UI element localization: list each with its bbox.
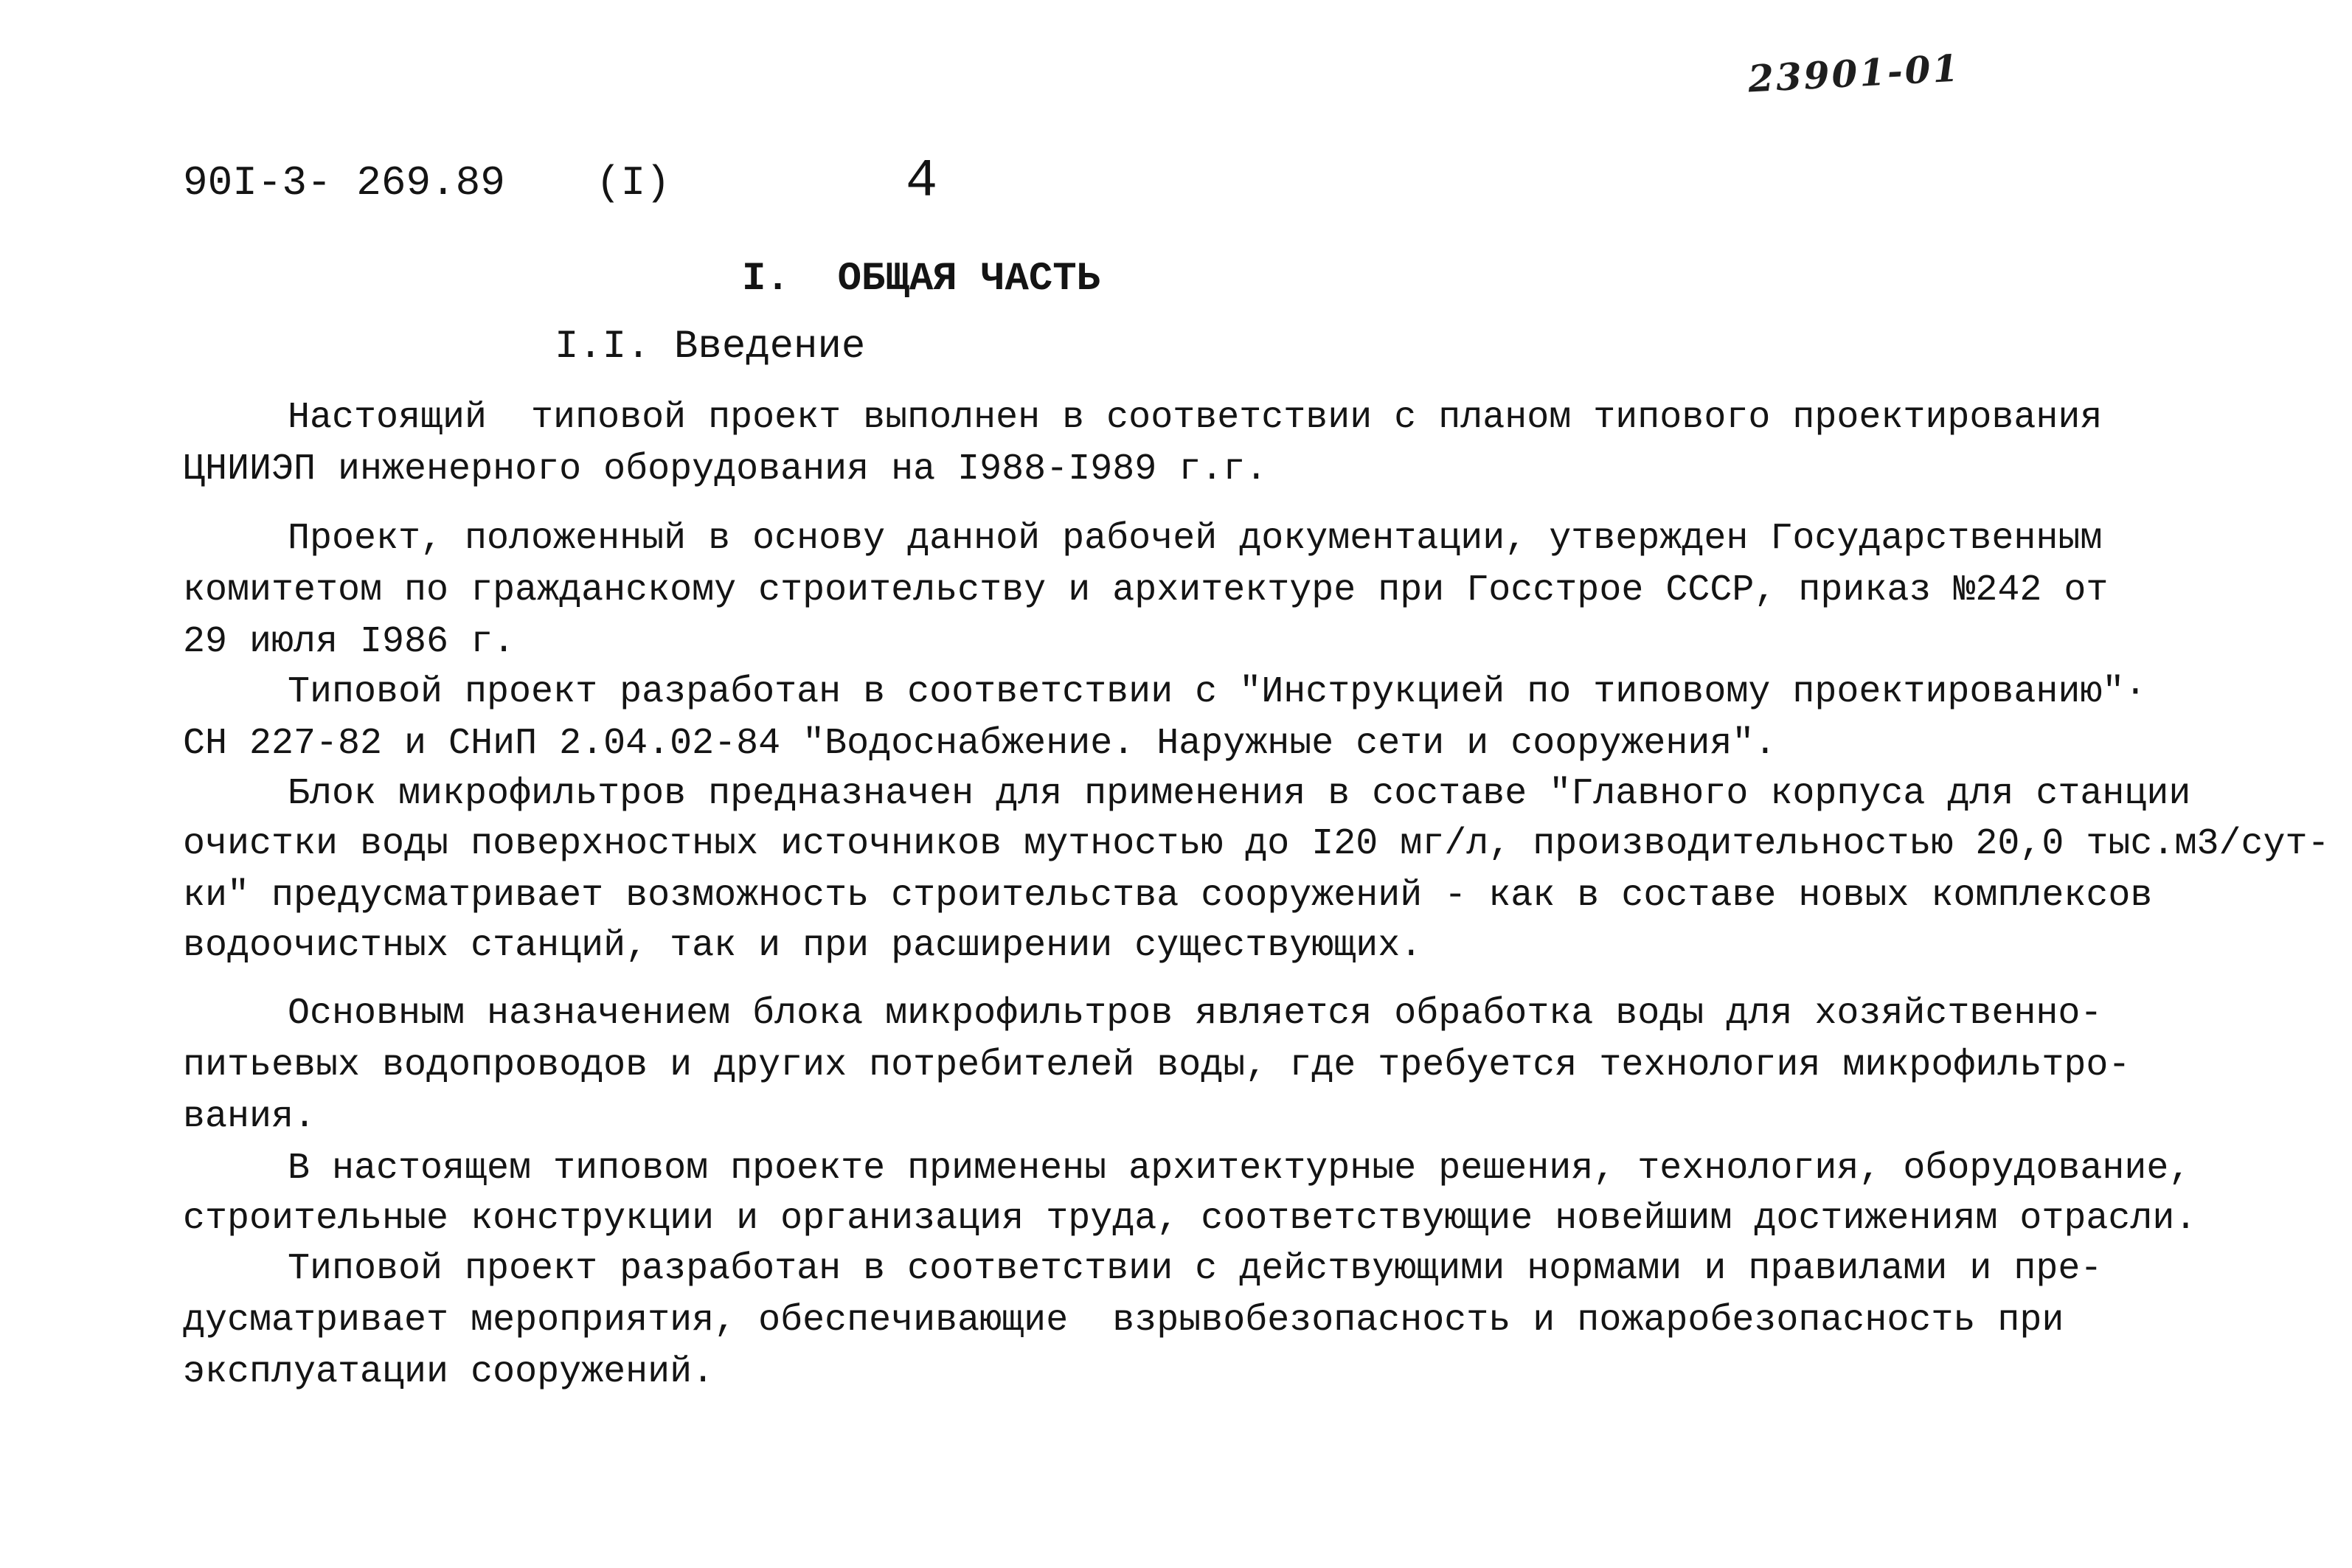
section-title: I. ОБЩАЯ ЧАСТЬ: [742, 257, 1101, 302]
text-line: очистки воды поверхностных источников мутностью до I20 мг/л, производительностью 20,0 тыс.м3/сут-: [183, 823, 2330, 865]
text-line: водоочистных станций, так и при расширении существующих.: [183, 925, 1423, 967]
text-line: Проект, положенный в основу данной рабочей документации, утвержден Государственным: [288, 518, 2103, 560]
text-line: строительные конструкции и организация труда, соответствующие новейшим достижениям отрасли.: [183, 1198, 2197, 1240]
text-line: эксплуатации сооружений.: [183, 1351, 715, 1393]
text-line: ки" предусматривает возможность строительства сооружений - как в составе новых комплексов: [183, 875, 2153, 917]
page-number: 4: [906, 151, 938, 212]
text-line: Блок микрофильтров предназначен для применения в составе "Главного корпуса для станции: [288, 773, 2191, 815]
text-line: Основным назначением блока микрофильтров является обработка воды для хозяйственно-: [288, 993, 2103, 1035]
document-code: 90I-3- 269.89: [183, 159, 505, 207]
handwritten-archive-number: 23901-01: [1746, 46, 1962, 101]
text-line: 29 июля I986 г.: [183, 621, 516, 663]
text-line: СН 227-82 и СНиП 2.04.02-84 "Водоснабжение. Наружные сети и сооружения".: [183, 723, 1777, 765]
subsection-title: I.I. Введение: [555, 325, 866, 370]
text-line: ЦНИИЭП инженерного оборудования на I988-I989 г.г.: [183, 448, 1268, 490]
text-line: Типовой проект разработан в соответствии с "Инструкцией по типовому проектированию"·: [288, 671, 2147, 713]
text-line: питьевых водопроводов и других потребителей воды, где требуется технология микрофильтро-: [183, 1044, 2131, 1086]
text-line: Типовой проект разработан в соответствии с действующими нормами и правилами и пре-: [288, 1248, 2103, 1290]
text-line: дусматривает мероприятия, обеспечивающие взрывобезопасность и пожаробезопасность при: [183, 1300, 2064, 1342]
volume-number: (I): [596, 159, 670, 207]
text-line: Настоящий типовой проект выполнен в соответствии с планом типового проектирования: [288, 397, 2103, 439]
text-line: комитетом по гражданскому строительству и архитектуре при Госстрое СССР, приказ №242 от: [183, 569, 2109, 611]
text-line: В настоящем типовом проекте применены архитектурные решения, технология, оборудование,: [288, 1148, 2191, 1190]
text-line: вания.: [183, 1096, 316, 1138]
